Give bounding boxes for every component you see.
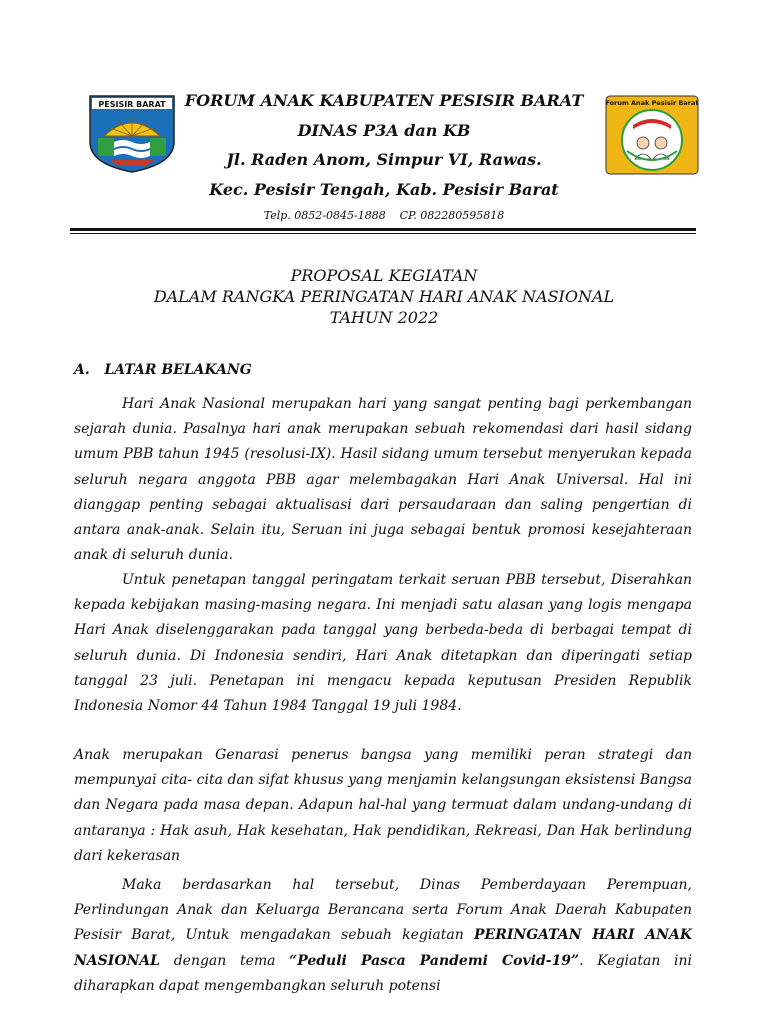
letterhead-org-name: FORUM ANAK KABUPATEN PESISIR BARAT [184,91,584,110]
proposal-year: TAHUN 2022 [329,308,439,327]
letterhead-address: Jl. Raden Anom, Simpur VI, Rawas. [226,150,542,169]
paragraph-4 [74,873,692,999]
letterhead-department: DINAS P3A dan KB [297,121,471,140]
emblem-label: PESISIR BARAT [98,100,166,109]
letterhead-rule-thin [70,233,696,234]
paragraph-4-intro: Maka berdasarkan hal tersebut, Dinas Pemberdayaan Perempuan, Perlindungan Anak dan Keluarga Berancana serta Forum Anak Daerah Kabupaten Pesisir Barat, Untuk mengadakan sebuah kegiatan [74,877,692,944]
letterhead-contact: Telp. 0852-0845-1888 CP. 082280595818 [263,209,505,222]
letterhead-district: Kec. Pesisir Tengah, Kab. Pesisir Barat [209,180,559,199]
section-heading: A. LATAR BELAKANG [74,362,252,378]
proposal-title: PROPOSAL KEGIATAN [290,266,478,285]
paragraph-4-connector: dengan tema [160,952,290,969]
paragraph-2: Untuk penetapan tanggal peringatam terkait seruan PBB tersebut, Diserahkan kepada kebijakan masing-masing negara. Ini menjadi satu alasan yang logis mengapa Hari Anak diselenggarakan pada tanggal yang berbeda-beda di berbagai tempat di seluruh dunia. Di Indonesia sendiri, Hari Anak ditetapkan dan diperingati setiap tanggal 23 juli. Penetapan ini mengacu kepada keputusan Presiden Republik Indonesia Nomor 44 Tahun 1984 Tanggal 19 juli 1984. [74,572,692,715]
paragraph-1: Hari Anak Nasional merupakan hari yang sangat penting bagi perkembangan sejarah dunia. Pasalnya hari anak merupakan sebuah rekomendasi dari hasil sidang umum PBB tahun 1945 (resolusi-IX). Hasil sidang umum tersebut menyerukan kepada seluruh negara anggota PBB agar melembagakan Hari Anak Universal. Hal ini dianggap penting sebagai aktualisasi dari persaudaraan dan saling pengertian di antara anak-anak. Selain itu, Seruan ini juga sebagai bentuk promosi kesejahteraan anak di seluruh dunia. [74,396,692,564]
paragraph-3: Anak merupakan Genarasi penerus bangsa yang memiliki peran strategi dan mempunyai cita- cita dan sifat khusus yang menjamin kelangsungan eksistensi Bangsa dan Negara pada masa depan. Adapun hal-hal yang termuat dalam undang-undang di antaranya : Hak asuh, Hak kesehatan, Hak pendidikan, Rekreasi, Dan Hak berlindung dari kekerasan [74,747,692,864]
proposal-subtitle: DALAM RANGKA PERINGATAN HARI ANAK NASIONAL [153,287,615,306]
event-theme: “Peduli Pasca Pandemi Covid-19” [289,952,580,969]
forum-logo-label: Forum Anak Pesisir Barat [605,99,699,107]
event-name: PERINGATAN HARI ANAK NASIONAL [74,927,692,969]
paragraph-4-outro: . Kegiatan ini diharapkan dapat mengembangkan seluruh potensi [74,952,692,994]
letterhead-rule-thick [70,228,696,231]
letterhead [0,0,768,235]
